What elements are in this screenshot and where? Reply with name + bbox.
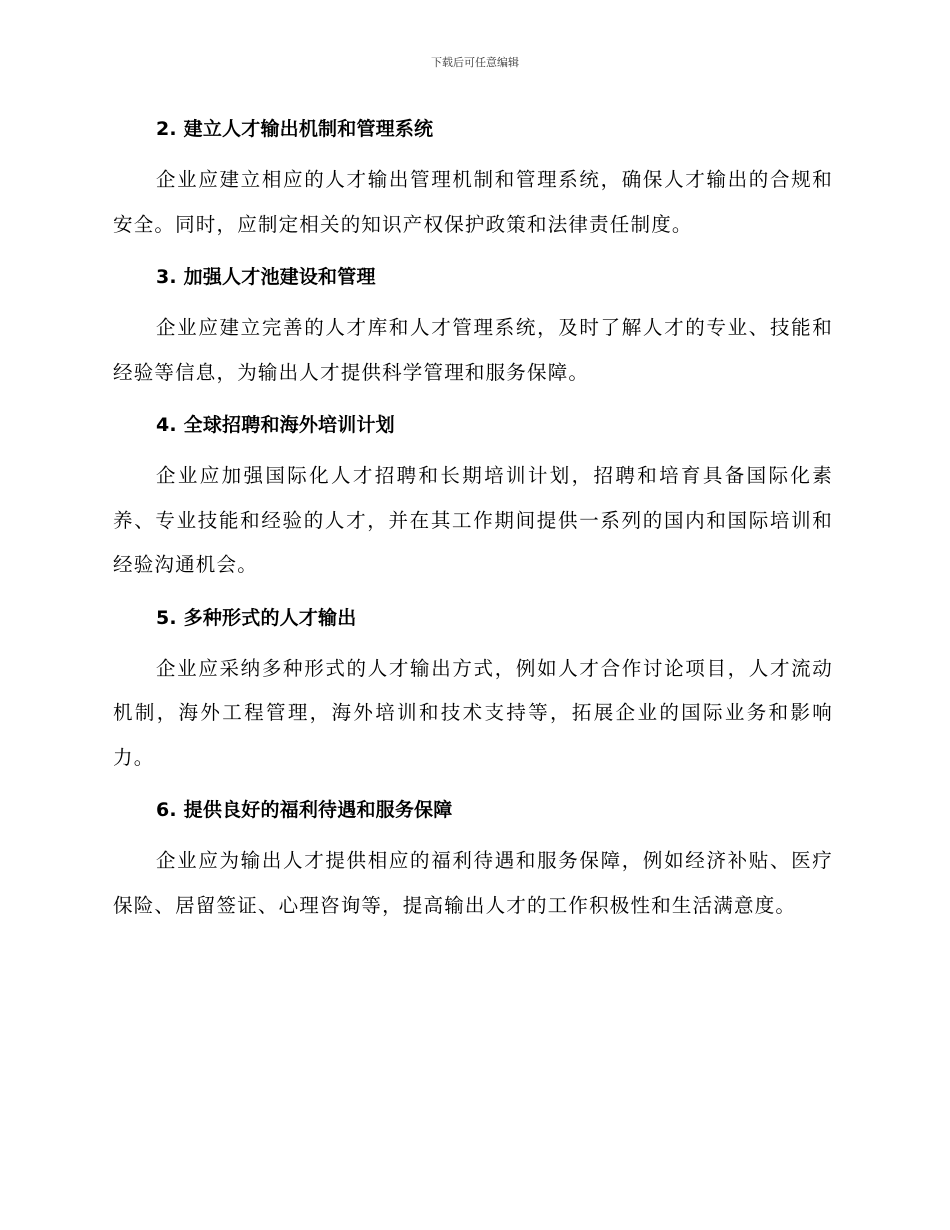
section-heading-4: 4. 全球招聘和海外培训计划 xyxy=(156,414,395,436)
section-body-5: 企业应采纳多种形式的人才输出方式，例如人才合作讨论项目，人才流动机制，海外工程管理，海外培训和技术支持等，拓展企业的国际业务和影响力。 xyxy=(113,656,833,769)
document-content xyxy=(113,112,833,941)
section-heading-3: 3. 加强人才池建设和管理 xyxy=(156,266,376,288)
section-heading-6: 6. 提供良好的福利待遇和服务保障 xyxy=(156,799,453,821)
section-body-6: 企业应为输出人才提供相应的福利待遇和服务保障，例如经济补贴、医疗保险、居留签证、心理咨询等，提高输出人才的工作积极性和生活满意度。 xyxy=(113,849,833,917)
page-header: 下载后可任意编辑 xyxy=(431,56,519,69)
section-heading-5: 5. 多种形式的人才输出 xyxy=(156,606,357,629)
section-heading-2: 2. 建立人才输出机制和管理系统 xyxy=(156,118,434,140)
section-body-4: 企业应加强国际化人才招聘和长期培训计划，招聘和培育具备国际化素养、专业技能和经验的人才，并在其工作期间提供一系列的国内和国际培训和经验沟通机会。 xyxy=(113,464,833,576)
section-body-3: 企业应建立完善的人才库和人才管理系统，及时了解人才的专业、技能和经验等信息，为输出人才提供科学管理和服务保障。 xyxy=(113,316,833,384)
section-body-2: 企业应建立相应的人才输出管理机制和管理系统，确保人才输出的合规和安全。同时，应制定相关的知识产权保护政策和法律责任制度。 xyxy=(113,168,833,236)
